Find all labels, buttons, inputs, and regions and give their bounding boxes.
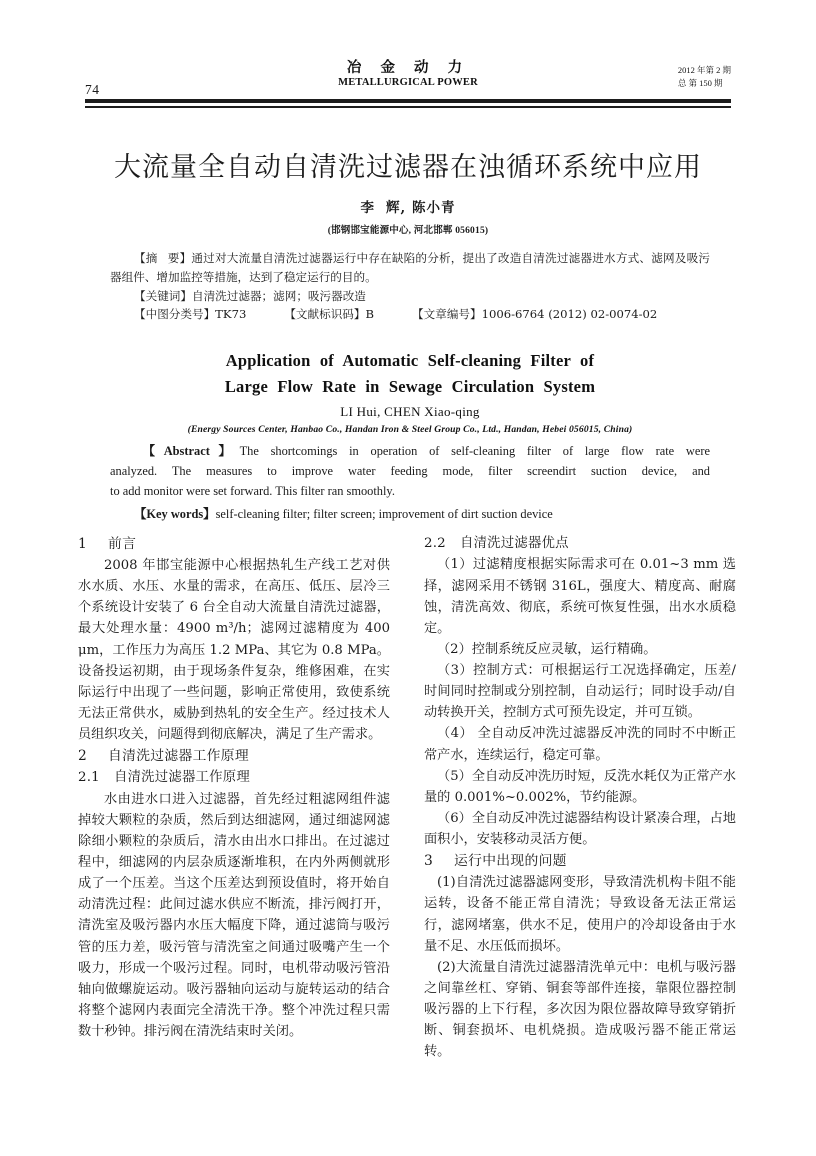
keywords-cn-paragraph: [110, 287, 710, 306]
running-head: [85, 60, 731, 102]
abstract-label-en: 【Abstract】: [134, 444, 240, 458]
clc-value: TK73: [215, 307, 247, 322]
journal-title-cn: 冶 金 动 力: [346, 59, 470, 76]
advantage-item-4: （4） 全自动反冲洗过滤器反冲洗的同时不中断正常产水，连续运行，稳定可靠。: [424, 726, 736, 763]
abstract-label-cn-2: 要】: [167, 251, 192, 265]
section-3-title: 运行中出现的问题: [454, 853, 567, 870]
chinese-abstract-block: [110, 249, 710, 324]
author-name-rest: 辉, 陈小青: [386, 200, 456, 217]
abstract-text-cn: 通过对大流量自清洗过滤器运行中存在缺陷的分析，提出了改造自清洗过滤器进水方式、滤网及吸污器组件、增加监控等措施，达到了稳定运行的目的。: [110, 251, 710, 284]
section-heading-1: [78, 533, 390, 555]
abstract-cn-paragraph: [110, 249, 710, 287]
section-1-paragraph: 2008 年邯宝能源中心根据热轧生产线工艺对供水水质、水压、水量的需求，在高压、低压、层冷三个系统设计安装了 6 台全自动大流量自清洗过滤器，最大处理水量：4900 m³/h；滤网过滤精度为 400 μm，工作压力为高压 1.2 MPa、其它为 0.8 MPa。设备投运初期，由于现场条件复杂，维修困难，在实际运行中出现了一些问题，影响正常使用，致使系统无法正常供水，威胁到热轧的安全生产。经过技术人员组织攻关，问题得到彻底解决，满足了生产需求。: [78, 558, 390, 743]
section-1-number: 1: [78, 536, 88, 552]
issue-serial-number: 总 第 150 期: [677, 77, 723, 88]
keywords-text-cn: 自清洗过滤器；滤网；吸污器改造: [191, 288, 366, 303]
clc-label: 【中图分类号】: [134, 307, 216, 322]
english-title-block: [110, 348, 710, 435]
section-3-number: 3: [424, 853, 434, 870]
section-2-1-number: 2.1: [78, 770, 100, 786]
page-number: 74: [85, 82, 100, 97]
author-list-cn: [85, 196, 731, 216]
body-column-left: [78, 533, 390, 1042]
section-2-1-paragraph: 水由进水口进入过滤器，首先经过粗滤网组件滤掉较大颗粒的杂质，然后到达细滤网，通过细滤网滤除细小颗粒的杂质后，清水由出水口排出。在过滤过程中，细滤网的内层杂质逐渐堆积，在内外两侧就形成了一个压差。当这个压差达到预设值时，将开始自动清洗过程：此间过滤水供应不断流，排污阀打开，清洗室及吸污器内水压大幅度下降，通过滤筒与吸污管的压力差，吸污管与清洗室之间通过吸嘴产生一个吸力，形成一个吸污过程。同时，电机带动吸污管沿轴向做螺旋运动。吸污器轴向运动与旋转运动的结合将整个滤网内表面完全清洗干净。整个冲洗过程只需数十秒钟。排污阀在清洗结束时关闭。: [78, 791, 390, 1040]
author-list-en: LI Hui, CHEN Xiao-qing: [340, 404, 480, 420]
abstract-label-cn: 【摘: [134, 251, 158, 265]
section-2-title: 自清洗过滤器工作原理: [108, 748, 249, 765]
abstract-en-line1: [110, 441, 710, 461]
header-rule-thick: [85, 99, 731, 103]
keywords-label-cn: 【关键词】: [134, 288, 192, 303]
doc-code-value: B: [365, 307, 375, 322]
advantage-item-1: （1）过滤精度根据实际需求可在 0.01~3 mm 选择，滤网采用不锈钢 316L，强度大、精度高、耐腐蚀，清洗高效、彻底，系统可恢复性强，出水水质稳定。: [424, 557, 736, 636]
abstract-en-line3: to add monitor were set forward. This filter ran smoothly.: [110, 484, 395, 499]
journal-masthead: [338, 60, 478, 89]
doc-code-label: 【文献标识码】: [284, 307, 366, 322]
title-block: [85, 152, 731, 236]
article-title-en-line1: Application of Automatic Self-cleaning Filter of: [225, 351, 595, 370]
author-name-first: 李: [360, 200, 376, 217]
section-2-number: 2: [78, 748, 88, 765]
section-heading-2-1: [78, 767, 390, 788]
classification-line: [110, 305, 710, 324]
article-title-cn: 大流量全自动自清洗过滤器在浊循环系统中应用: [114, 152, 702, 183]
advantage-item-3: （3）控制方式：可根据运行工况选择确定，压差/时间同时控制或分别控制，自动运行；同时设手动/自动转换开关，控制方式可预先设定，并可互锁。: [424, 663, 736, 721]
article-id-value: 1006-6764 (2012) 02-0074-02: [481, 307, 658, 322]
article-title-en: [110, 348, 710, 399]
section-heading-2: [78, 745, 390, 767]
article-title-en-line2: Large Flow Rate in Sewage Circulation System: [224, 376, 596, 396]
problem-item-2: (2)大流量自清洗过滤器清洗单元中：电机与吸污器之间靠丝杠、穿销、铜套等部件连接，靠限位器控制吸污器的上下行程，多次因为限位器故障导致穿销折断、铜套损坏、电机烧损。造成吸污器不能正常运转。: [424, 959, 736, 1060]
abstract-en-text1: The shortcomings in operation of self-cleaning filter of large flow rate were: [239, 444, 711, 458]
affiliation-en: (Energy Sources Center, Hanbao Co., Handan Iron & Steel Group Co., Ltd., Handan, Hebei 056015, China): [187, 424, 633, 436]
journal-title-en: METALLURGICAL POWER: [338, 77, 478, 89]
article-id-label: 【文章编号】: [412, 307, 482, 322]
affiliation-cn: (邯钢邯宝能源中心, 河北邯郸 056015): [327, 226, 489, 237]
abstract-en-line2: analyzed. The measures to improve water feeding mode, filter screendirt suction device, and: [110, 464, 710, 479]
advantage-item-2: （2）控制系统反应灵敏，运行精确。: [437, 641, 657, 657]
advantage-item-6: （6）全自动反冲洗过滤器结构设计紧凑合理，占地面积小，安装移动灵活方便。: [424, 810, 736, 848]
section-1-title: 前言: [108, 536, 137, 552]
keywords-en-paragraph: [110, 504, 710, 524]
header-rule-thin: [85, 106, 731, 108]
section-heading-2-2: [424, 533, 736, 554]
keywords-text-en: self-cleaning filter; filter screen; improvement of dirt suction device: [215, 506, 553, 521]
keywords-label-en: 【Key words】: [134, 506, 216, 521]
advantage-item-5: （5）全自动反冲洗历时短，反洗水耗仅为正常产水量的 0.001%~0.002%，节约能源。: [424, 768, 736, 805]
english-abstract-block: [110, 441, 710, 524]
section-2-1-title: 自清洗过滤器工作原理: [114, 770, 250, 786]
issue-info: [678, 64, 731, 90]
issue-year-number: 2012 年第 2 期: [677, 65, 731, 75]
body-column-right: [424, 533, 736, 1062]
section-heading-3: [424, 850, 736, 872]
section-2-2-number: 2.2: [424, 536, 446, 551]
section-2-2-title: 自清洗过滤器优点: [460, 536, 569, 551]
problem-item-1: (1)自清洗过滤器滤网变形，导致清洗机构卡阻不能运转，设备不能正常自清洗；导致设备无法正常运行，滤网堵塞，供水不足，使用户的冷却设备由于水量不足、水压低而损坏。: [424, 875, 736, 954]
